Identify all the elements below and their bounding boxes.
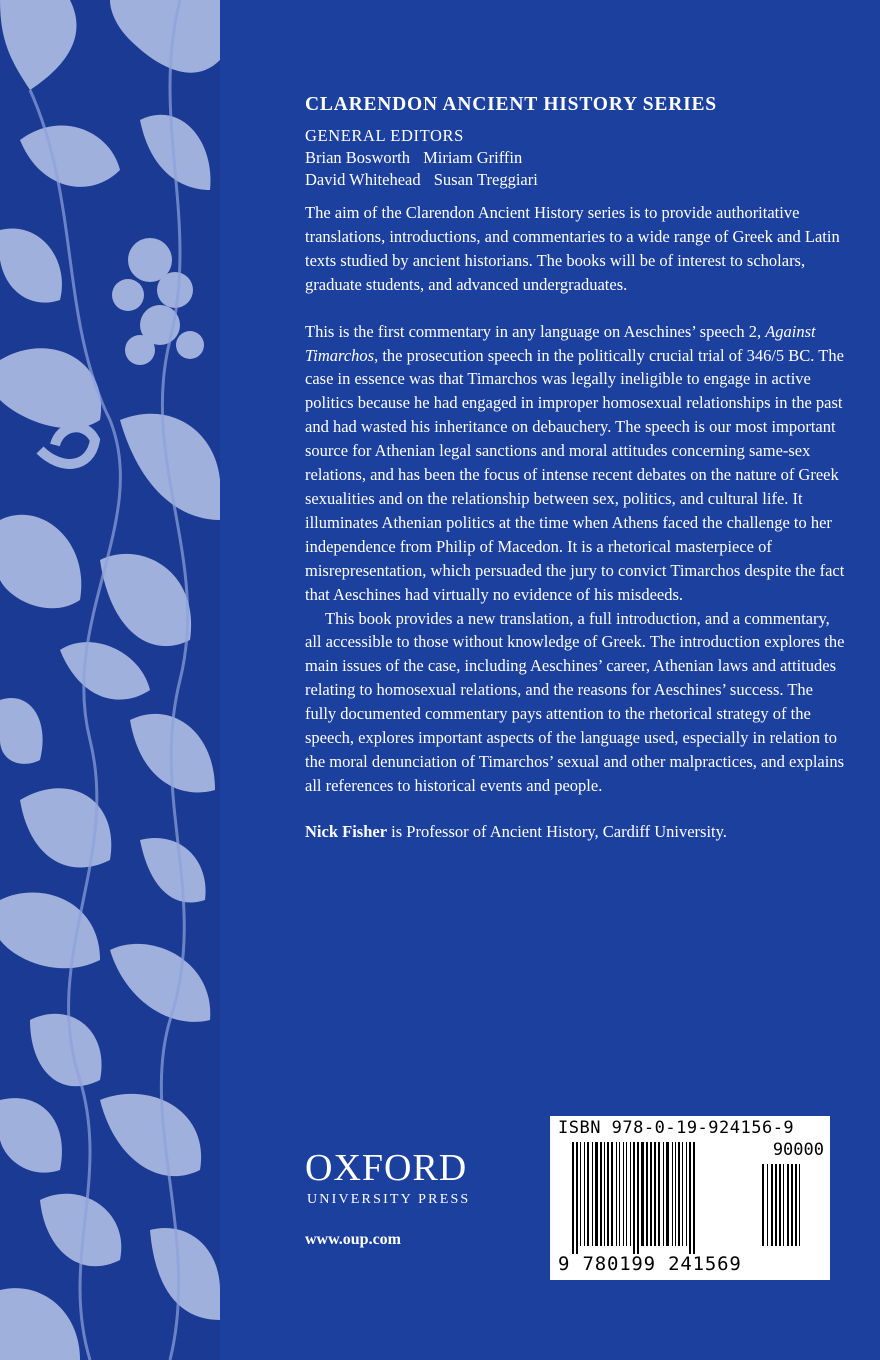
barcode-bar bbox=[799, 1164, 800, 1246]
cover-text bbox=[305, 92, 845, 844]
editor-name: Brian Bosworth bbox=[305, 148, 410, 167]
barcode-bar bbox=[646, 1142, 648, 1246]
barcode-bar bbox=[678, 1142, 680, 1246]
barcode-bar bbox=[619, 1142, 620, 1246]
barcode-bar bbox=[666, 1142, 669, 1246]
barcode-bar bbox=[637, 1142, 639, 1254]
barcode-bar bbox=[650, 1142, 652, 1246]
barcode-bar bbox=[633, 1142, 635, 1254]
barcode-bar bbox=[580, 1142, 581, 1246]
barcode-bar bbox=[600, 1142, 602, 1246]
barcode-bar bbox=[787, 1164, 789, 1246]
barcode-bar bbox=[626, 1142, 627, 1246]
author-name: Nick Fisher bbox=[305, 821, 388, 841]
barcode-bar bbox=[672, 1142, 673, 1246]
editor-name: Miriam Griffin bbox=[423, 148, 523, 167]
barcode-bar bbox=[630, 1142, 631, 1246]
editors-row-1 bbox=[305, 147, 845, 169]
publisher-logo bbox=[305, 1148, 495, 1210]
barcode-bar bbox=[607, 1142, 609, 1246]
barcode-bar bbox=[689, 1142, 691, 1254]
barcode-bar bbox=[658, 1142, 660, 1246]
barcode-bar bbox=[641, 1142, 644, 1246]
series-title: CLARENDON ANCIENT HISTORY SERIES bbox=[305, 94, 717, 115]
author-bio: Nick Fisher is Professor of Ancient History, Cardiff University. bbox=[305, 821, 727, 841]
barcode-bar bbox=[572, 1142, 574, 1254]
publisher-url: www.oup.com bbox=[305, 1231, 402, 1248]
barcode-bar bbox=[779, 1164, 781, 1246]
isbn-barcode bbox=[550, 1116, 830, 1280]
barcode-bar bbox=[775, 1164, 777, 1246]
barcode-bar bbox=[576, 1142, 578, 1254]
description-paragraph-1: This is the first commentary in any language on Aeschines’ speech 2, Against Timarchos, the prosecution speech in the politically crucial trial of 346/5 BC. The case in essence was that Timarchos was legally ineligible to engage in active politics because he had engaged in improper homosexual relationships in the past and had wasted his inheritance on debauchery. The speech is our most important source for Athenian legal sanctions and moral attitudes concerning same-sex relations, and has been the focus of intense recent debates on the nature of Greek sexualities and on the relationship between sex, politics, and cultural life. It illuminates Athenian politics at the time when Athens faced the challenge to her independence from Philip of Macedon. It is a rhetorical masterpiece of misrepresentation, which persuaded the jury to convict Timarchos despite the fact that Aeschines had virtually no evidence of his misdeeds. bbox=[305, 321, 845, 604]
barcode-bar bbox=[693, 1142, 695, 1254]
description-paragraph-2: This book provides a new translation, a full introduction, and a commentary, all accessible to those without knowledge of Greek. The introduction explores the main issues of the case, including Aeschines’ career, Athenian laws and attitudes relating to homosexual relations, and the reasons for Aeschines’ success. The fully documented commentary pays attention to the rhetorical strategy of the speech, explores important aspects of the language used, especially in relation to the moral denunciation of Timarchos’ sexual and other malpractices, and explains all references to historical events and people. bbox=[305, 608, 845, 795]
barcode-bar bbox=[791, 1164, 793, 1246]
barcode-bar bbox=[611, 1142, 613, 1246]
university-press-label: UNIVERSITY PRESS bbox=[307, 1192, 471, 1207]
barcode-bar bbox=[587, 1142, 589, 1246]
ean-number: 9 780199 241569 bbox=[558, 1253, 742, 1275]
price-code: 90000 bbox=[772, 1140, 824, 1160]
barcode-bar bbox=[604, 1142, 605, 1246]
barcode-bar bbox=[795, 1164, 797, 1246]
barcode-bar bbox=[686, 1142, 687, 1246]
barcode-bar bbox=[762, 1164, 764, 1246]
oxford-wordmark: OXFORD bbox=[305, 1147, 468, 1189]
foliage-illustration bbox=[0, 0, 220, 1360]
barcode-bar bbox=[623, 1142, 624, 1246]
editor-name: David Whitehead bbox=[305, 170, 421, 189]
barcode-bar bbox=[783, 1164, 784, 1246]
barcode-bar bbox=[595, 1142, 598, 1246]
barcode-bar bbox=[592, 1142, 593, 1246]
ornamental-foliage-panel bbox=[0, 0, 220, 1360]
book-title: Against Timarchos bbox=[305, 321, 816, 365]
series-aim-paragraph: The aim of the Clarendon Ancient History series is to provide authoritative translations, introductions, and commentaries to a wide range of Greek and Latin texts studied by ancient historians. The books will be of interest to scholars, graduate students, and advanced undergraduates. bbox=[305, 203, 840, 294]
general-editors-heading: GENERAL EDITORS bbox=[305, 126, 464, 145]
barcode-bar bbox=[584, 1142, 585, 1246]
editor-name: Susan Treggiari bbox=[433, 170, 538, 189]
barcode-bar bbox=[767, 1164, 768, 1246]
barcode-bar bbox=[771, 1164, 773, 1246]
editors-row-2 bbox=[305, 169, 845, 191]
barcode-bar bbox=[616, 1142, 617, 1246]
barcode-bar bbox=[654, 1142, 656, 1246]
barcode-bar bbox=[675, 1142, 676, 1246]
barcode-bar bbox=[663, 1142, 664, 1246]
barcode-bar bbox=[682, 1142, 683, 1246]
isbn-text: ISBN 978-0-19-924156-9 bbox=[558, 1118, 795, 1138]
